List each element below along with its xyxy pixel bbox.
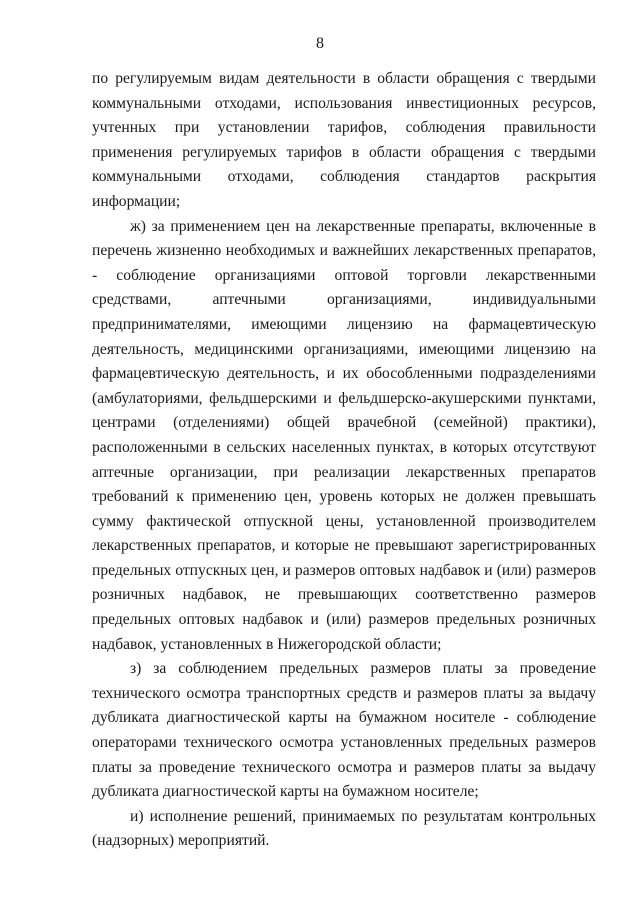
paragraph-z: з) за соблюдением предельных размеров платы за проведение технического осмотра транспортных средств и размеров платы за выдачу дубликата диагностической карты на бумажном носителе - соблюдение операторами технического осмотра установленных предельных размеров платы за проведение технического осмотра и размеров платы за выдачу дубликата диагностической карты на бумажном носителе; bbox=[92, 660, 596, 801]
page-number: 8 bbox=[316, 35, 324, 52]
document-body bbox=[92, 67, 596, 854]
paragraph-zh: ж) за применением цен на лекарственные препараты, включенные в перечень жизненно необходимых и важнейших лекарственных препаратов, - соблюдение организациями оптовой торговли лекарственными средствами, аптечными организациями, индивидуальными предпринимателями, имеющими лицензию на фармацевтическую деятельность, медицинскими организациями, имеющими лицензию на фармацевтическую деятельность, и их обособленными подразделениями (амбулаториями, фельдшерскими и фельдшерско-акушерскими пунктами, центрами (отделениями) общей врачебной (семейной) практики), расположенными в сельских населенных пунктах, в которых отсутствуют аптечные организации, при реализации лекарственных препаратов требований к применению цен, уровень которых не должен превышать сумму фактической отпускной цены, установленной производителем лекарственных препаратов, и которые не превышают зарегистрированных предельных отпускных цен, и размеров оптовых надбавок и (или) размеров розничных надбавок, не превышающих соответственно размеров предельных оптовых надбавок и (или) размеров предельных розничных надбавок, установленных в Нижегородской области; bbox=[92, 217, 596, 653]
paragraph-i: и) исполнение решений, принимаемых по результатам контрольных (надзорных) мероприятий. bbox=[92, 807, 596, 850]
paragraph-continuation: по регулируемым видам деятельности в области обращения с твердыми коммунальными отходами, использования инвестиционных ресурсов, учтенных при установлении тарифов, соблюдения правильности применения регулируемых тарифов в области обращения с твердыми коммунальными отходами, соблюдения стандартов раскрытия информации; bbox=[92, 70, 596, 210]
